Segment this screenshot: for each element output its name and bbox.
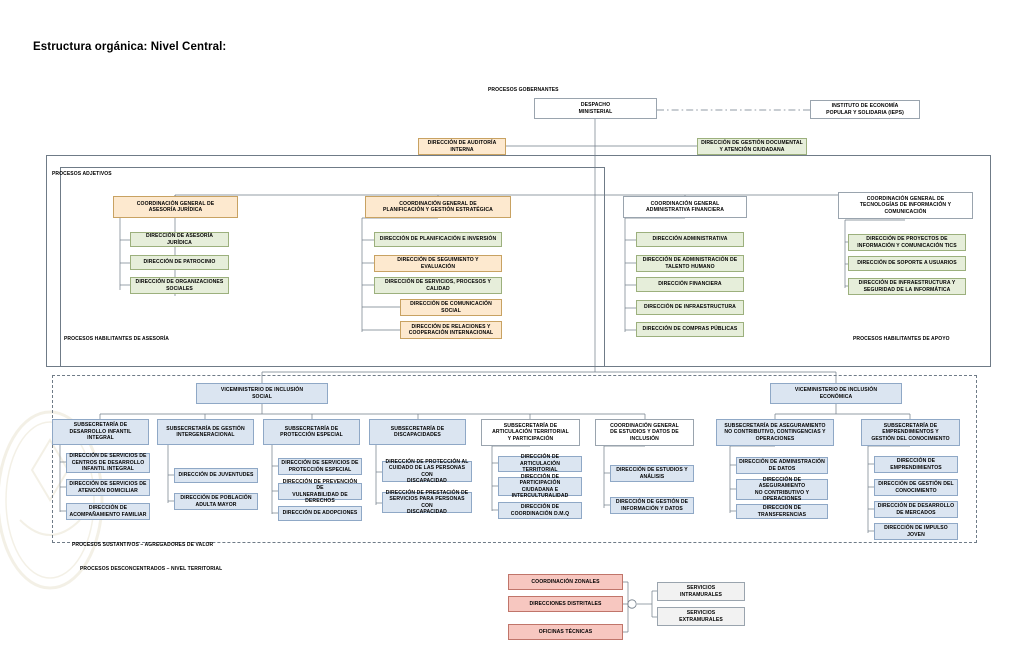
node-dir-participacion-ciudadana[interactable]: DIRECCIÓN DE PARTICIPACIÓN CIUDADANA E INTERCULTURALIDAD bbox=[498, 477, 582, 496]
node-dir-desarrollo-mercados[interactable]: DIRECCIÓN DE DESARROLLO DE MERCADOS bbox=[874, 501, 958, 518]
node-direccion-organizaciones-sociales[interactable]: DIRECCIÓN DE ORGANIZACIONES SOCIALES bbox=[130, 277, 229, 294]
node-ss-aseguramiento[interactable]: SUBSECRETARÍA DE ASEGURAMIENTO NO CONTRIBUTIVO, CONTINGENCIAS Y OPERACIONES bbox=[716, 419, 834, 446]
node-direccion-administrativa[interactable]: DIRECCIÓN ADMINISTRATIVA bbox=[636, 232, 744, 247]
node-direccion-talento-humano[interactable]: DIRECCIÓN DE ADMINISTRACIÓN DE TALENTO HUMANO bbox=[636, 255, 744, 272]
node-auditoria-interna[interactable]: DIRECCIÓN DE AUDITORÍA INTERNA bbox=[418, 138, 506, 155]
node-ss-desarrollo-infantil[interactable]: SUBSECRETARÍA DE DESARROLLO INFANTIL INTEGRAL bbox=[52, 419, 149, 445]
node-ss-articulacion-territorial[interactable]: SUBSECRETARÍA DE ARTICULACIÓN TERRITORIAL Y PARTICIPACIÓN bbox=[481, 419, 580, 446]
node-cg-planificacion[interactable]: COORDINACIÓN GENERAL DE PLANIFICACIÓN Y GESTIÓN ESTRATÉGICA bbox=[365, 196, 511, 218]
node-dir-adopciones[interactable]: DIRECCIÓN DE ADOPCIONES bbox=[278, 506, 362, 521]
node-direccion-planificacion-inversion[interactable]: DIRECCIÓN DE PLANIFICACIÓN E INVERSIÓN bbox=[374, 232, 502, 247]
node-direccion-servicios-procesos-calidad[interactable]: DIRECCIÓN DE SERVICIOS, PROCESOS Y CALIDAD bbox=[374, 277, 502, 294]
node-dir-juventudes[interactable]: DIRECCIÓN DE JUVENTUDES bbox=[174, 468, 258, 483]
node-dir-articulacion-territorial[interactable]: DIRECCIÓN DE ARTICULACIÓN TERRITORIAL bbox=[498, 456, 582, 472]
label-habilitantes-asesoria: PROCESOS HABILITANTES DE ASESORÍA bbox=[64, 336, 169, 342]
node-dir-prestacion-servicios-discapacidad[interactable]: DIRECCIÓN DE PRESTACIÓN DE SERVICIOS PARA PERSONAS CON DISCAPACIDAD bbox=[382, 492, 472, 513]
node-dir-centros-desarrollo-infantil[interactable]: DIRECCIÓN DE SERVICIOS DE CENTROS DE DESARROLLO INFANTIL INTEGRAL bbox=[66, 453, 150, 473]
node-direccion-financiera[interactable]: DIRECCIÓN FINANCIERA bbox=[636, 277, 744, 292]
label-habilitantes-apoyo: PROCESOS HABILITANTES DE APOYO bbox=[853, 336, 950, 342]
label-procesos-desconcentrados: PROCESOS DESCONCENTRADOS – NIVEL TERRITORIAL bbox=[80, 566, 223, 572]
label-procesos-sustantivos: PROCESOS SUSTANTIVOS – AGREGADORES DE VALOR bbox=[72, 542, 214, 548]
page-title: Estructura orgánica: Nivel Central: bbox=[33, 41, 227, 53]
node-direccion-patrocinio[interactable]: DIRECCIÓN DE PATROCINIO bbox=[130, 255, 229, 270]
node-dir-transferencias[interactable]: DIRECCIÓN DE TRANSFERENCIAS bbox=[736, 504, 828, 519]
node-direccion-comunicacion-social[interactable]: DIRECCIÓN DE COMUNICACIÓN SOCIAL bbox=[400, 299, 502, 316]
node-dir-proteccion-cuidado-discapacidad[interactable]: DIRECCIÓN DE PROTECCIÓN AL CUIDADO DE LAS PERSONAS CON DISCAPACIDAD bbox=[382, 461, 472, 482]
node-direccion-infraestructura-seguridad[interactable]: DIRECCIÓN DE INFRAESTRUCTURA Y SEGURIDAD DE LA INFORMÁTICA bbox=[848, 278, 966, 295]
node-servicios-intramurales[interactable]: SERVICIOS INTRAMURALES bbox=[657, 582, 745, 601]
node-ieps[interactable]: INSTITUTO DE ECONOMÍA POPULAR Y SOLIDARIA (IEPS) bbox=[810, 100, 920, 119]
node-direccion-compras-publicas[interactable]: DIRECCIÓN DE COMPRAS PÚBLICAS bbox=[636, 322, 744, 337]
node-direccion-infraestructura[interactable]: DIRECCIÓN DE INFRAESTRUCTURA bbox=[636, 300, 744, 315]
node-cg-estudios-datos[interactable]: COORDINACIÓN GENERAL DE ESTUDIOS Y DATOS DE INCLUSIÓN bbox=[595, 419, 694, 446]
node-despacho-ministerial[interactable]: DESPACHO MINISTERIAL bbox=[534, 98, 657, 119]
node-ss-emprendimientos[interactable]: SUBSECRETARÍA DE EMPRENDIMIENTOS Y GESTIÓN DEL CONOCIMIENTO bbox=[861, 419, 960, 446]
node-dir-aseguramiento-no-contributivo[interactable]: DIRECCIÓN DE ASEGURAMIENTO NO CONTRIBUTIVO Y OPERACIONES bbox=[736, 479, 828, 500]
node-dir-prevencion-vulnerabilidad[interactable]: DIRECCIÓN DE PREVENCIÓN DE VULNERABILIDAD DE DERECHOS bbox=[278, 483, 362, 500]
node-dir-impulso-joven[interactable]: DIRECCIÓN DE IMPULSO JOVEN bbox=[874, 523, 958, 540]
node-direccion-proyectos-tics[interactable]: DIRECCIÓN DE PROYECTOS DE INFORMACIÓN Y COMUNICACIÓN TICS bbox=[848, 234, 966, 251]
node-ss-proteccion-especial[interactable]: SUBSECRETARÍA DE PROTECCIÓN ESPECIAL bbox=[263, 419, 360, 445]
node-dir-estudios-analisis[interactable]: DIRECCIÓN DE ESTUDIOS Y ANÁLISIS bbox=[610, 465, 694, 482]
node-direccion-soporte-usuarios[interactable]: DIRECCIÓN DE SOPORTE A USUARIOS bbox=[848, 256, 966, 271]
node-dir-emprendimientos[interactable]: DIRECCIÓN DE EMPRENDIMIENTOS bbox=[874, 456, 958, 473]
node-dir-poblacion-adulta-mayor[interactable]: DIRECCIÓN DE POBLACIÓN ADULTA MAYOR bbox=[174, 493, 258, 510]
node-dir-servicios-proteccion-especial[interactable]: DIRECCIÓN DE SERVICIOS DE PROTECCIÓN ESPECIAL bbox=[278, 458, 362, 475]
node-ss-gestion-intergeneracional[interactable]: SUBSECRETARÍA DE GESTIÓN INTERGENERACIONAL bbox=[157, 419, 254, 445]
node-cg-tics[interactable]: COORDINACIÓN GENERAL DE TECNOLOGÍAS DE INFORMACIÓN Y COMUNICACIÓN bbox=[838, 192, 973, 219]
node-direcciones-distritales[interactable]: DIRECCIONES DISTRITALES bbox=[508, 596, 623, 612]
node-dir-gestion-informacion-datos[interactable]: DIRECCIÓN DE GESTIÓN DE INFORMACIÓN Y DATOS bbox=[610, 497, 694, 514]
node-dir-acompanamiento-familiar[interactable]: DIRECCIÓN DE ACOMPAÑAMIENTO FAMILIAR bbox=[66, 503, 150, 520]
node-direccion-asesoria-juridica[interactable]: DIRECCIÓN DE ASESORÍA JURÍDICA bbox=[130, 232, 229, 247]
node-viceministerio-inclusion-social[interactable]: VICEMINISTERIO DE INCLUSIÓN SOCIAL bbox=[196, 383, 328, 404]
node-dir-gestion-conocimiento[interactable]: DIRECCIÓN DE GESTIÓN DEL CONOCIMIENTO bbox=[874, 479, 958, 496]
label-procesos-adjetivos: PROCESOS ADJETIVOS bbox=[52, 171, 112, 177]
node-viceministerio-inclusion-economica[interactable]: VICEMINISTERIO DE INCLUSIÓN ECONÓMICA bbox=[770, 383, 902, 404]
label-procesos-gobernantes: PROCESOS GOBERNANTES bbox=[488, 87, 559, 93]
node-direccion-seguimiento-evaluacion[interactable]: DIRECCIÓN DE SEGUIMIENTO Y EVALUACIÓN bbox=[374, 255, 502, 272]
node-dir-coordinacion-dmq[interactable]: DIRECCIÓN DE COORDINACIÓN D.M.Q bbox=[498, 502, 582, 519]
node-cg-administrativa-financiera[interactable]: COORDINACIÓN GENERAL ADMINISTRATIVA FINANCIERA bbox=[623, 196, 747, 218]
node-ss-discapacidades[interactable]: SUBSECRETARÍA DE DISCAPACIDADES bbox=[369, 419, 466, 445]
node-gestion-documental[interactable]: DIRECCIÓN DE GESTIÓN DOCUMENTAL Y ATENCIÓN CIUDADANA bbox=[697, 138, 807, 155]
node-servicios-extramurales[interactable]: SERVICIOS EXTRAMURALES bbox=[657, 607, 745, 626]
node-coordinacion-zonales[interactable]: COORDINACIÓN ZONALES bbox=[508, 574, 623, 590]
node-dir-administracion-datos[interactable]: DIRECCIÓN DE ADMINISTRACIÓN DE DATOS bbox=[736, 457, 828, 474]
node-oficinas-tecnicas[interactable]: OFICINAS TÉCNICAS bbox=[508, 624, 623, 640]
node-direccion-relaciones-cooperacion[interactable]: DIRECCIÓN DE RELACIONES Y COOPERACIÓN INTERNACIONAL bbox=[400, 321, 502, 339]
node-cg-asesoria-juridica[interactable]: COORDINACIÓN GENERAL DE ASESORÍA JURÍDICA bbox=[113, 196, 238, 218]
node-dir-atencion-domiciliar[interactable]: DIRECCIÓN DE SERVICIOS DE ATENCIÓN DOMICILIAR bbox=[66, 479, 150, 496]
